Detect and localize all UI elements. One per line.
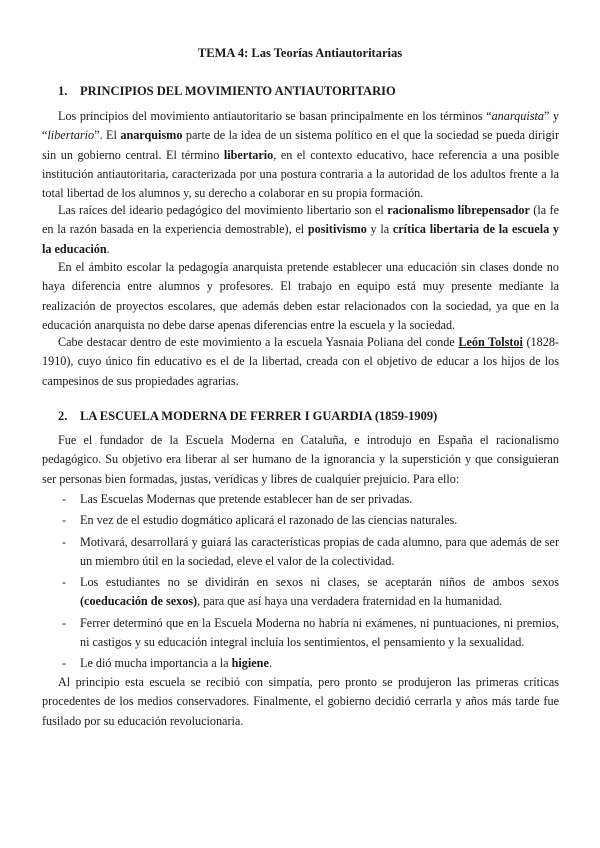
- section-2-closing-paragraph: Al principio esta escuela se recibió con simpatía, pero pronto se produjeron las primeras críticas procedentes de los medios conservadores. Finalmente, el gobierno decidió cerrarla y años más tarde fue fusilado por su educación revolucionaria.: [42, 675, 559, 728]
- bullet-dash: -: [62, 492, 67, 506]
- keyword-leon-tolstoi: León Tolstoi: [458, 335, 523, 349]
- keyword-positivismo: positivismo: [307, 222, 367, 237]
- keyword-anarquismo: anarquismo: [120, 128, 183, 143]
- keyword-coeducacion: (coeducación de sexos): [80, 594, 198, 609]
- section-1-paragraph-1: Los principios del movimiento antiautoritario se basan principalmente en los términos “anarquista” y “libertario”. El anarquismo parte de la idea de un sistema político en el que la sociedad se pueda dirigir sin un gobierno central. El término libertario, en el contexto educativo, hace referencia a una posible institución antiautoritaria, caracterizada por una postura contraria a la autoridad de los adultos frente a la total libertad de los alumnos y, su derecho a colaborar en su propia formación.: [42, 109, 560, 201]
- term-libertario: libertario: [47, 128, 95, 143]
- section-2-number: 2.: [58, 409, 68, 423]
- list-item: - Las Escuelas Modernas que pretende establecer han de ser privadas.: [42, 490, 559, 509]
- term-anarquista: anarquista: [491, 109, 544, 123]
- list-item: - Los estudiantes no se dividirán en sexos ni clases, se aceptarán niños de ambos sexos (coeducación de sexos), para que así haya una verdadera fraternidad en la humanidad.: [62, 575, 559, 609]
- list-item: - Motivará, desarrollará y guiará las características propias de cada alumno, para que además de ser un miembro útil en la sociedad, eleve el valor de la colectividad.: [62, 534, 559, 568]
- page-title: TEMA 4: Las Teorías Antiautoritarias: [197, 46, 403, 60]
- section-1-paragraph-4: Cabe destacar dentro de este movimiento a la escuela Yasnaia Poliana del conde León Tolstoi (1828-1910), cuyo único fin educativo es el de la libertad, creada con el objetivo de educar a los hijos de los campesinos de sus propiedades agrarias.: [42, 335, 559, 388]
- section-2-heading-text: LA ESCUELA MODERNA DE FERRER I GUARDIA (1859-1909): [80, 409, 438, 423]
- list-item: - En vez de el estudio dogmático aplicará el razonado de las ciencias naturales.: [42, 511, 559, 530]
- bullet-dash: -: [62, 534, 67, 549]
- section-2-heading: [58, 409, 437, 424]
- section-2-intro: Fue el fundador de la Escuela Moderna en Cataluña, e introdujo en España el racionalismo pedagógico. Su objetivo era liberar al ser humano de la ignorancia y la superstición y que consiguieran ser personas bien formadas, justas, verídicas y libres de cualquier prejuicio. Para ello:: [42, 433, 559, 486]
- bullet-dash: -: [62, 656, 67, 671]
- keyword-racionalismo: racionalismo librepensador: [387, 203, 530, 217]
- section-1-paragraph-3: En el ámbito escolar la pedagogía anarquista pretende establecer una educación sin clases donde no haya diferencia entre alumnos y profesores. El trabajo en equipo está muy presente mediante la realización de proyectos escolares, que además deben estar relacionados con la sociedad, ya que en la educación anarquista no debe darse apenas diferencias entre la escuela y la sociedad.: [42, 260, 559, 332]
- bullet-dash: -: [62, 575, 67, 590]
- list-item: - Ferrer determinó que en la Escuela Moderna no habría ni exámenes, ni puntuaciones, ni premios, ni castigos y su educación integral incluía los sentimientos, el pensamiento y la sexualidad.: [62, 615, 559, 650]
- list-item: - Le dió mucha importancia a la higiene.: [42, 654, 559, 673]
- section-1-heading: [58, 84, 396, 99]
- section-2-bullet-list: [42, 490, 559, 676]
- keyword-libertario: libertario: [223, 147, 274, 162]
- section-1-number: 1.: [58, 84, 68, 98]
- bullet-dash: -: [62, 615, 67, 630]
- keyword-critica-libertaria: crítica libertaria de la escuela y la educación: [42, 222, 559, 256]
- bullet-dash: -: [62, 513, 67, 528]
- section-1-heading-text: PRINCIPIOS DEL MOVIMIENTO ANTIAUTORITARIO: [80, 84, 396, 98]
- section-1-paragraph-2: Las raíces del ideario pedagógico del movimiento libertario son el racionalismo librepensador (la fe en la razón basada en la experiencia demostrable), el positivismo y la crítica libertaria de la escuela y la educación.: [42, 203, 559, 256]
- keyword-higiene: higiene: [231, 656, 269, 671]
